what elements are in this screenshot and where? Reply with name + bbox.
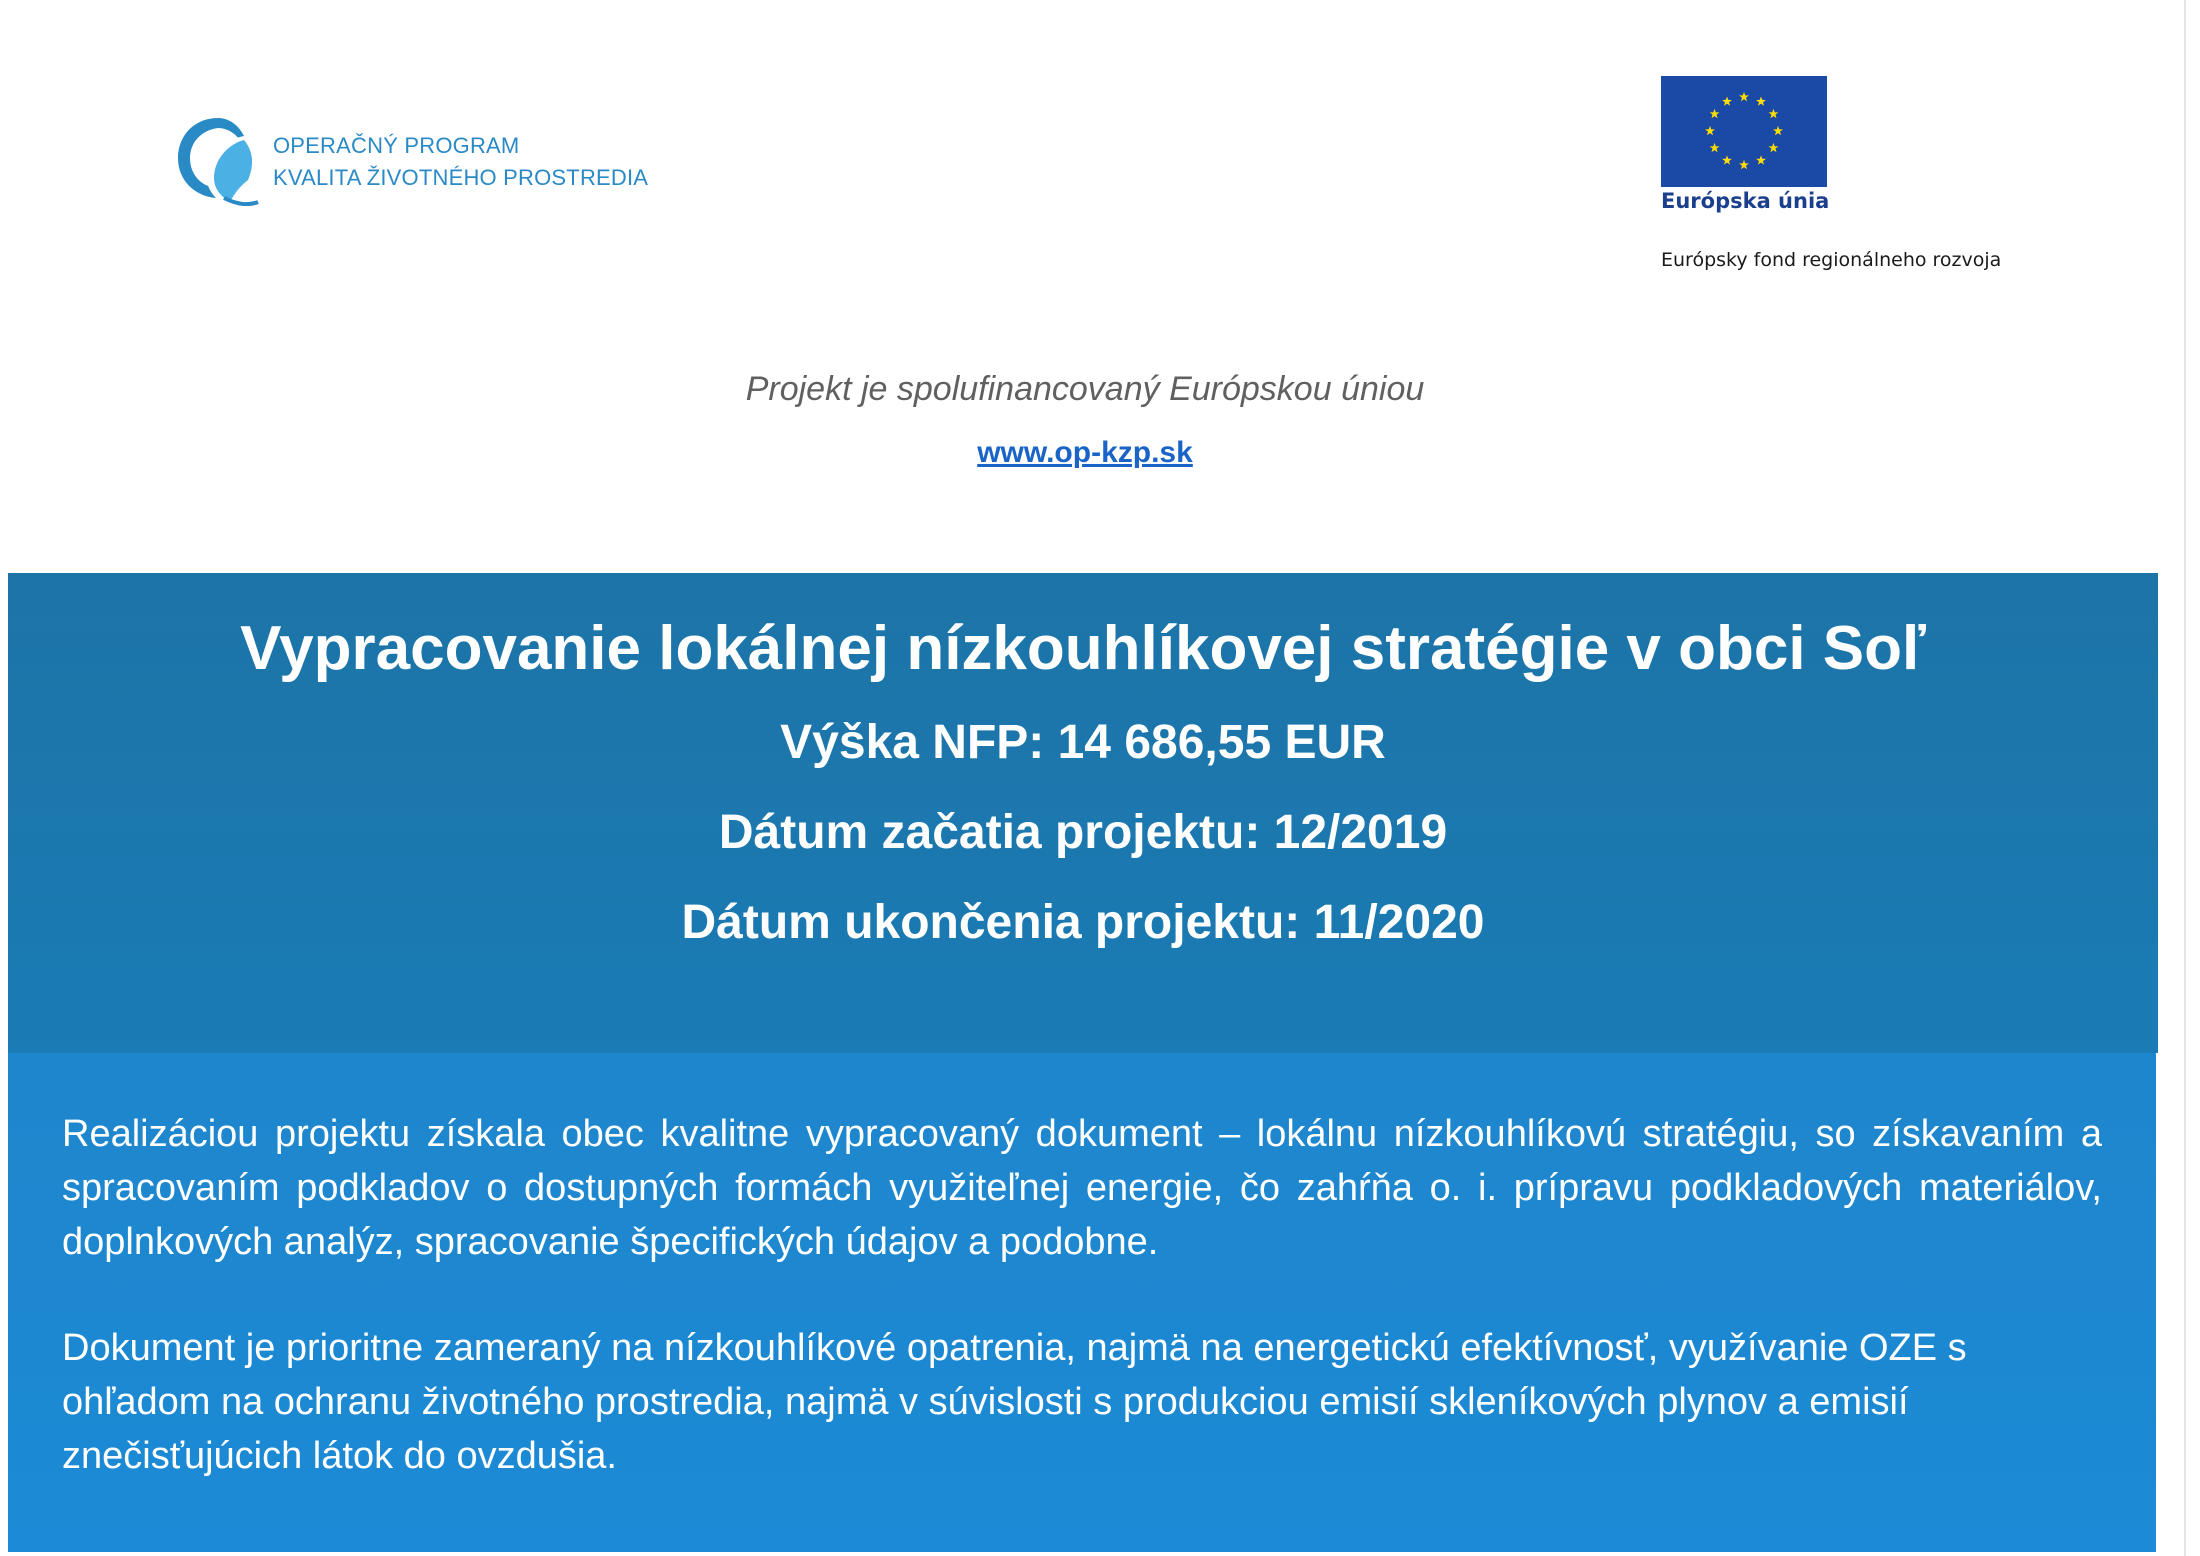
cofinance-statement: Projekt je spolufinancovaný Európskou úniou [745,370,1425,408]
sheet-edge [2184,0,2186,1556]
nfp-amount: Výška NFP: 14 686,55 EUR [780,716,1386,769]
project-info-band [8,573,2158,1053]
eu-label: Európska únia [1661,189,1830,213]
project-end-date: Dátum ukončenia projektu: 11/2020 [681,896,1485,949]
op-kzp-logo-text [273,130,648,194]
description-paragraph: Realizáciou projektu získala obec kvalitne vypracovaný dokument – lokálnu nízkouhlíkovú stratégiu, so získavaním a spracovaním podkladov o dostupných formách využiteľnej energie, čo zahŕňa o. i. prípravu podkladových materiálov, doplnkových analýz, spracovanie špecifických údajov a podobne. [62,1113,2102,1263]
project-start-date: Dátum začatia projektu: 12/2019 [718,806,1448,859]
op-kzp-line1: OPERAČNÝ PROGRAM [273,133,520,158]
op-kzp-line2: KVALITA ŽIVOTNÉHO PROSTREDIA [273,165,649,190]
eu-flag-icon [1661,76,1827,187]
description-paragraph: Dokument je prioritne zameraný na nízkouhlíkové opatrenia, najmä na energetickú efektívnosť, využívanie OZE s ohľadom na ochranu životného prostredia, najmä v súvislosti s produkciou emisií skleníkových plynov a emisií znečisťujúcich látok do ovzdušia. [62,1327,1967,1477]
project-description-band [8,1053,2156,1552]
project-title: Vypracovanie lokálnej nízkouhlíkovej stratégie v obci Soľ [240,614,1926,683]
op-kzp-leaf-logo-icon [174,114,262,206]
website-link[interactable]: www.op-kzp.sk [977,436,1193,469]
eu-fund-name: Európsky fond regionálneho rozvoja [1661,249,2002,271]
